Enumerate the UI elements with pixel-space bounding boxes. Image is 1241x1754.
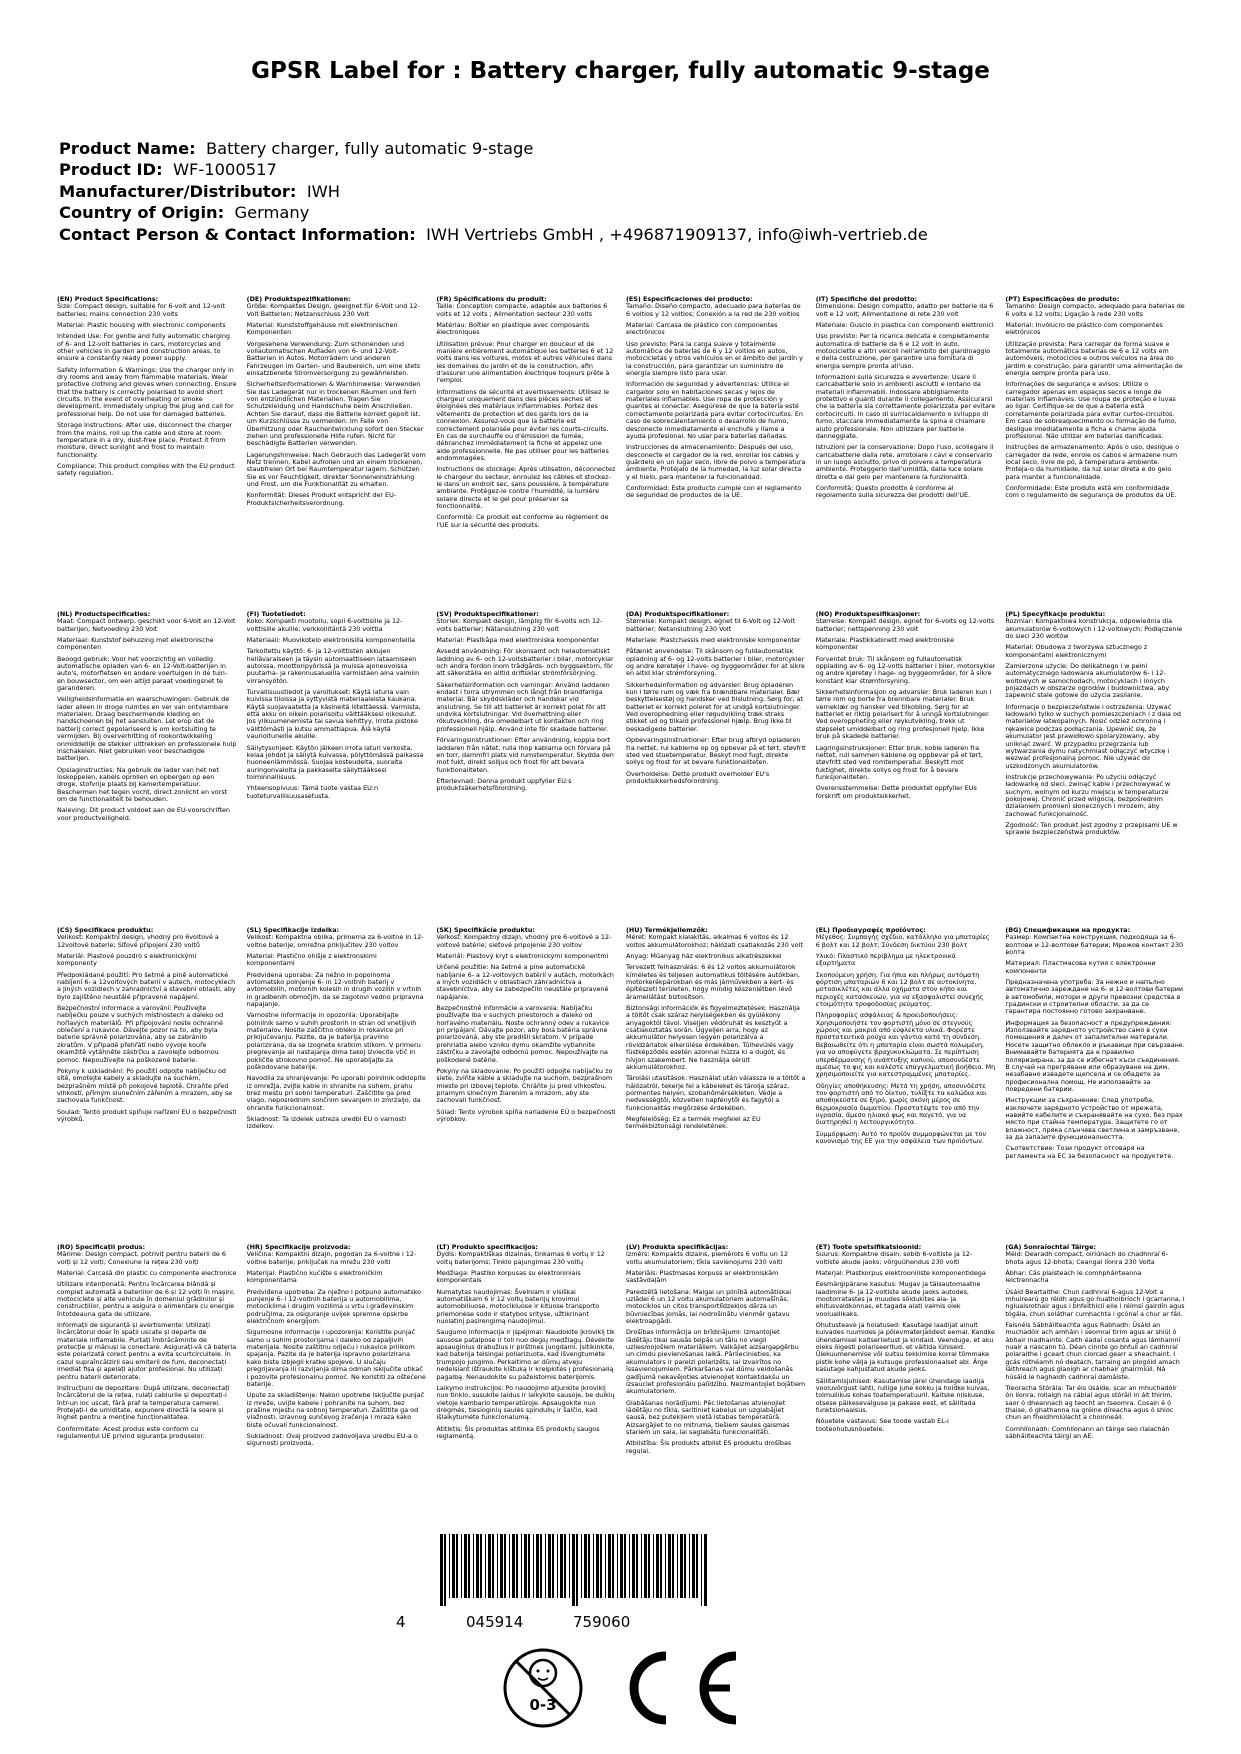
language-block-paragraph: Utilização prevista: Para carregar de forma suave e totalmente automática baterias de 6 e 12 volts em automóveis, motociclos e outros veículos na área do jardim e construção, para garantir uma alimentação de energia sempre pronta para uso. <box>1005 339 1183 378</box>
language-block-paragraph: Efterlevnad: Denna produkt uppfyller EU:s produktsäkerhetsförordning. <box>436 776 572 793</box>
language-block-paragraph: Conformidade: Este produto está em conformidade com o regulamento de segurança de produtos da UE. <box>1005 483 1177 500</box>
language-block-paragraph: Naleving: Dit product voldoet aan de EU-voorschriften voor productveiligheid. <box>57 806 230 822</box>
language-block-paragraph: Faisnéis Sábháilteachta agus Rabhadh: Úsáid an muchadóir ach amháin i seomraí tirim agus ar shiúl ó ábhair inadhainte. Caith éadaí cosanta agus lámhainní nuair a nascann tú. Déan cinnte go bhfuil an cadhnraí polaraithe i gceart chun ciorcad gearr a sheachaint. I gcás róthéamh nó deatach, tarraing an plogóid amach láithreach agus glaoigh ar chabhair ghairmiúil. Ná húsáid le haghaidh cadhnraí damáiste. <box>1005 1321 1181 1381</box>
barcode-bar <box>624 1534 626 1598</box>
language-block <box>626 1244 806 1459</box>
language-block-paragraph: Overensstemmelse: Dette produktet oppfyller EUs forskrift om produktsikkerhet. <box>815 784 977 800</box>
barcode-bar <box>660 1534 662 1598</box>
barcode-bar <box>644 1534 647 1598</box>
language-block-heading: (NL) Productspecificaties: <box>57 611 151 618</box>
language-block-paragraph: Material: Carcasa de plástico con componentes electrónicos <box>626 321 778 337</box>
language-block-paragraph: Material: Invólucro de plástico com componentes eletrónicos <box>1005 321 1163 337</box>
barcode-bar <box>641 1534 642 1598</box>
language-block-paragraph: Beoogd gebruik: Voor het voorzichtig en volledig automatische opladen van 6- en 12-Volt-batterijen in auto's, motorfietsen en andere voertuigen in de tuin- en bouwsector, om een altijd paraat voedingsnet te garanderen. <box>57 654 228 693</box>
barcode-bar <box>576 1534 578 1606</box>
language-block <box>626 611 806 841</box>
language-block-paragraph: Tamaño: Diseño compacto, adecuado para baterías de 6 voltios y 12 voltios; Conexión a la red de 230 voltios <box>626 302 801 318</box>
language-block-paragraph: Bezpečnostné informácie a varovania: Nabíjačku používajte iba v suchých priestoroch a ďaleko od horľavého materiálu. Noste ochranný odev a rukavice pri pripájaní. Dávajte pozor, aby bola batéria správne polarizovaná, aby ste predišli skratom. V prípade prehriatia alebo vzniku dymu okamžite vytiahnite zástrčku a zavolajte odbornú pomoc. Nepoužívajte na poškodené batérie. <box>436 1004 609 1064</box>
barcode-bar <box>552 1534 554 1598</box>
language-block <box>57 1244 237 1459</box>
language-block <box>436 927 616 1164</box>
language-block <box>57 296 237 533</box>
language-row <box>57 611 1185 841</box>
language-block-paragraph: Pokyny na skladovanie: Po použití odpojte nabíjačku zo siete, zviňte káble a skladujte na suchom, bezprašnom mieste pri izbovej teplote. Chráňte ju pred vlhkosťou, priamym slnečným žiarením a mrazom, aby ste zachovali funkčnosť. <box>436 1066 613 1105</box>
language-block-paragraph: Drošības informācija un brīdinājumi: Izmantojiet lādētāju tikai sausās telpās un tālu no viegli uzliesmojošiem materiāliem. Valkājiet aizsargapģērbu un cimdu pievienošanas laikā. Pārliecinieties, ka akumulators ir pareizi polarizēts, lai izvairītos no īssavienojumiem. Pārkaršanas vai dūmu veidošanās gadījumā nekavējoties atvienojiet kontaktdakšu un izsauciet profesionālu palīdzību. Neizmantojiet bojātiem akumulatoriem. <box>626 1328 806 1396</box>
barcode-bar <box>701 1534 702 1606</box>
barcode-bar <box>452 1534 455 1598</box>
compliance-icons <box>500 1628 750 1738</box>
language-block-paragraph: Material: Carcasă din plastic cu componente electronice <box>57 1269 237 1278</box>
barcode <box>440 1534 708 1606</box>
barcode-bar <box>540 1534 542 1598</box>
language-block-paragraph: Pokyny k uskladnění: Po použití odpojte nabíječku od sítě, omotejte kabely a skladujte na suchém, bezprašném místě při pokojové teplotě. Chraňte před vlhkostí, přímým slunečním zářením a mrazem, aby se zachovala funkčnost. <box>57 1066 233 1105</box>
not-suitable-for-children-0-3-icon <box>505 1650 581 1726</box>
language-block-paragraph: Instrukcje przechowywania: Po użyciu odłączyć ładowarkę od sieci, zwinąć kable i przechowywać w suchym, wolnym od kurzu miejscu w temperaturze pokojowej. Chronić przed wilgocią, bezpośrednim działaniem promieni słonecznych i mrozem, aby zachować funkcjonalność. <box>1005 772 1171 818</box>
language-block-heading: (ES) Especificaciones del producto: <box>626 296 753 303</box>
language-block-paragraph: Turvallisuustiedot ja varoitukset: Käytä laturia vain kuivissa tiloissa ja syttyvistä materiaaleista kaukana. Käytä suojavaatetta ja käsineitä liitettäessä. Varmista, että akku on oikein polarisoitu välttääksesi oikosulut. Jos ylikuumenemista tai savua kehittyy, irrota pistoke välittömästi ja kutsu ammattiapua. Älä käytä vaurioituneille akuille. <box>246 688 421 741</box>
language-block-paragraph: Tarkoitettu käyttö: 6- ja 12-volttisten akkujen hellävaraiseen ja täysin automaattiseen lataamiseen autoissa, moottoripyörissä ja muissa ajoneuvoissa puutarha- ja rakennusalueilla varmistaen aina valmiin virransyötön. <box>246 647 420 685</box>
barcode-digits-left: 4 <box>396 1613 406 1631</box>
language-block-paragraph: Lagerungshinweise: Nach Gebrauch das Ladegerät vom Netz trennen, Kabel aufrollen und an einem trockenen, staubfreien Ort bei Raumtemperatur lagern. Schützen Sie es vor Feuchtigkeit, direkter Sonneneinstrahlung und Frost, um die Funktionalität zu erhalten. <box>246 450 426 488</box>
language-block-paragraph: Informações de segurança e avisos: Utilize o carregador apenas em espaços secos e longe de materiais inflamáveis. Use roupa de proteção e luvas ao ligar. Certifique-se de que a bateria está corretamente polarizada para evitar curtos-circuitos. Em caso de sobreaquecimento ou formação de fumo, desligue imediatamente a ficha e chame ajuda profissional. Não utilizar em baterias danificadas. <box>1005 380 1177 440</box>
barcode-bar <box>536 1534 539 1598</box>
language-block-paragraph: Maat: Compact ontwerp, geschikt voor 6-Volt en 12-Volt batterijen; Netvoeding 230 Volt <box>57 617 236 633</box>
language-block-paragraph: Material: Plastično ohišje z elektronskimi komponentami <box>246 952 377 968</box>
language-block-heading: (FR) Spécifications du produit: <box>436 296 547 303</box>
barcode-bar <box>665 1534 666 1598</box>
language-block <box>1005 1244 1185 1459</box>
language-block-heading: (LT) Produkto specifikacijos: <box>436 1244 538 1251</box>
language-block-paragraph: Съответствие: Този продукт отговаря на регламента на ЕС за безопасност на продуктите. <box>1005 1144 1174 1160</box>
language-block-paragraph: Taille: Conception compacte, adaptée aux batteries 6 volts et 12 volts ; Alimentation secteur 230 volts <box>436 302 608 318</box>
barcode-bar <box>564 1534 566 1598</box>
barcode-bar <box>533 1534 534 1598</box>
barcode-bar <box>521 1534 522 1598</box>
barcode-bar <box>572 1534 575 1606</box>
language-block-paragraph: Overholdelse: Dette produkt overholder EU's produktsikkerhedsforordning. <box>626 769 770 785</box>
language-block-paragraph: Información de seguridad y advertencias: Utilice el cargador solo en habitaciones secas y lejos de materiales inflamables. Use ropa de protección y guantes al conectar. Asegúrese de que la batería esté correctamente polarizada para evitar cortocircuitos. En caso de sobrecalentamiento o desarrollo de humo, desconecte inmediatamente el enchufe y llame a ayuda profesional. No usar para baterías dañadas. <box>626 380 803 440</box>
barcode-bar <box>584 1534 587 1598</box>
info-row-product-name: Product Name: Battery charger, fully automatic 9-stage <box>59 139 534 158</box>
barcode-bar <box>600 1534 602 1598</box>
language-block-paragraph: Veličina: Kompaktni dizajn, pogodan za 6-voltne i 12-voltne baterije; priključak na mrežu 230 volti <box>246 1250 417 1266</box>
language-block <box>1005 611 1185 841</box>
language-block-paragraph: Uso previsto: Para la carga suave y totalmente automática de baterías de 6 y 12 voltios en autos, motocicletas y otros vehículos en el ámbito del jardín y la construcción, para garantizar un suministro de energía siempre listo para usar. <box>626 339 803 378</box>
language-block-paragraph: Skladnost: Ta izdelek ustreza uredbi EU o varnosti izdelkov. <box>246 1114 406 1131</box>
barcode-bar <box>449 1534 450 1598</box>
language-block-paragraph: Avsedd användning: För skonsamt och helautomatiskt laddning av 6- och 12-voltsbatterier i bilar, motorcyklar och andra fordon inom trädgårds- och byggsektorn, för att säkerställa en alltid driftsklar strömförsörjning. <box>436 647 614 678</box>
language-block-paragraph: Σκοπούμενη χρήση: Για ήπια και πλήρως αυτόματη φόρτιση μπαταριών 6 και 12 βολτ σε αυτοκίνητα, μοτοσικλέτες και άλλα οχήματα στον κήπο και περιοχές κατασκευών, για να εξασφαλιστεί συνεχής ετοιμότητα τροφοδοσίας ρεύματος. <box>815 970 984 1009</box>
language-block-paragraph: Materiale: Plastikkabinett med elektroniske komponenter <box>815 636 955 652</box>
language-block-paragraph: Συμμόρφωση: Αυτό το προϊόν συμμορφώνεται με τον κανονισμό της ΕΕ για την ασφάλεια των προϊόντων. <box>815 1129 987 1145</box>
ce-mark-icon <box>634 1656 736 1720</box>
language-block-paragraph: Anyag: Műanyag ház elektronikus alkatrészekkel <box>626 952 782 961</box>
language-block-heading: (CS) Specifikace produktu: <box>57 927 154 934</box>
language-block-heading: (SK) Špecifikácie produktu: <box>436 927 535 934</box>
language-block-paragraph: Instrucciones de almacenamiento: Después del uso, desconecte el cargador de la red, enrollar los cables y guárdelo en un lugar seco, libre de polvo a temperatura ambiente. Protéjalo de la humedad, la luz solar directa y el hielo, para mantener la funcionalidad. <box>626 443 806 481</box>
language-block-paragraph: Tervezett felhasználás: 6 és 12 voltos akkumulátorok kíméletes és teljesen automatikus töltésére autókban, motorkerékpárokban és más járművekben a kert- és építészeti területen, hogy mindig készenlétben lévő áramellátást biztosítson. <box>626 963 800 1001</box>
language-block <box>816 927 996 1164</box>
barcode-bar <box>524 1534 527 1598</box>
language-block-paragraph: Numatytas naudojimas: Švelniam ir visiškai automatiškam 6 ir 12 voltų baterijų krovimui automobiliuose, motocikluose ir kituose transporto priemonėse sodo ir statybos srityse, užtikrinant nuolatinį pasirengimą naudojimui. <box>436 1287 600 1326</box>
language-block-paragraph: Conformité: Ce produit est conforme au règlement de l'UE sur la sécurité des produits. <box>436 513 609 529</box>
language-block-paragraph: Materiāls: Plastmasas korpuss ar elektroniskām sastāvdaļām <box>626 1269 779 1285</box>
language-block-paragraph: Intended Use: For gentle and fully automatic charging of 6- and 12-volt batteries in cars, motorcycles and other vehicles in garden and construction areas, to ensure a constantly ready power supply. <box>57 332 230 363</box>
language-block <box>626 927 806 1164</box>
barcode-bar <box>504 1534 506 1598</box>
barcode-bar <box>476 1534 479 1598</box>
language-block-paragraph: Bezpečnostní informace a varování: Používejte nabíječku pouze v suchých místnostech a daleko od hořlavých materiálů. Při připojování noste ochranné oblečení a rukavice. Dávejte pozor na to, aby byla baterie správně polarizována, aby se zabránilo zkratům. V případě přehřátí nebo vývoje kouře okamžitě vytáhněte zástrčku a zavolejte odbornou pomoc. Nepoužívejte na poškozené baterie. <box>57 1004 224 1064</box>
language-block-paragraph: Lagringsinstruksjoner: Etter bruk, koble laderen fra nettet, rull sammen kablene og oppbevar på et tørt, støvfritt sted ved romtemperatur. Beskytt mot fuktighet, direkte sollys og frost for å bevare funksjonaliteten. <box>815 743 983 781</box>
language-block-paragraph: Navodila za shranjevanje: Po uporabi polnilnik odklopite iz omrežja, zvijte kable in shranite na suhem, prahu brez mestu pri sobni temperaturi. Zaščitite ga pred vlago, neposrednim sončnim sevanjem in zmrzaljo, da ohranite funkcionalnost. <box>246 1074 426 1112</box>
barcode-bar <box>461 1534 462 1598</box>
language-block <box>816 296 996 533</box>
language-block-paragraph: Sicherheitsinformationen & Warnhinweise: Verwenden Sie das Ladegerät nur in trockenen Räumen und fern von entzündlichen Materialien. Tragen Sie Schutzkleidung und Handschuhe beim Anschließen. Achten Sie darauf, dass die Batterie korrekt gepolt ist, um Kurzschlüsse zu vermeiden. Im Falle von Überhitzung oder Rauchentwicklung sofort den Stecker ziehen und professionelle Hilfe rufen. Nicht für beschädigte Batterien verwenden. <box>246 380 424 448</box>
language-block-paragraph: Megfelelőség: Ez a termék megfelel az EU termékbiztonsági rendeletének. <box>626 1114 761 1131</box>
language-block-paragraph: Dydis: Kompaktiškas dizainas, tinkamas 6 voltų ir 12 voltų baterijoms; Tinklo pajungimas 230 voltų <box>436 1250 605 1266</box>
language-block-paragraph: Opslaginstructies: Na gebruik de lader van het net loskoppelen, kabels oprollen en opbergen op een droge, stofvrije plaats bij kamertemperatuur. Beschermen het tegen vocht, direct zonlicht en vorst om de functionaliteit te behouden. <box>57 765 228 803</box>
language-block-paragraph: Upute za skladištenje: Nakon upotrebe isključite punjač iz mreže, uvijte kabele i pohranite na suhom, bez prašine mjestu na sobnoj temperaturi. Zaštitite ga od vlažnosti, izravnog sunčevog zračenja i mraza kako biste očuvali funkcionalnost. <box>246 1391 425 1429</box>
language-block-heading: (GA) Sonraíochtaí Táirge: <box>1005 1244 1096 1251</box>
language-block-paragraph: Nõuetele vastavus: See toode vastab EL-i tooteohutusnõuetele. <box>815 1417 949 1433</box>
barcode-bar <box>656 1534 659 1598</box>
language-block-paragraph: Størrelse: Kompakt design, egnet for 6-volts og 12-volts batterier; nettspenning 230 volt <box>815 617 995 633</box>
barcode-bar <box>680 1534 683 1598</box>
barcode-bar <box>468 1534 470 1598</box>
language-block-paragraph: Material: Plastic housing with electronic components <box>57 321 226 330</box>
barcode-bar <box>588 1534 590 1598</box>
language-block-heading: (NO) Produktspesifikasjoner: <box>815 611 921 618</box>
language-block-paragraph: Velikost: Kompaktní design, vhodný pro 6voltové a 12voltové baterie; Síťové připojení 230 voltů <box>57 933 219 949</box>
language-block-heading: (SL) Specifikacije izdelka: <box>246 927 340 934</box>
language-block-paragraph: Istruzioni per la conservazione: Dopo l'uso, scollegare il caricabatterie dalla rete, arrotolare i cavi e conservarlo in un luogo asciutto, privo di polvere a temperatura ambiente. Proteggerlo dall'umidità, dalla luce solare diretta e dal gelo per mantenere la funzionalità. <box>815 443 994 481</box>
language-block-paragraph: Conformità: Questo prodotto è conforme al regolamento sulla sicurezza dei prodotti dell'UE. <box>815 483 971 500</box>
language-block-paragraph: Předpokládané použití: Pro šetrné a plně automatické nabíjení 6- a 12voltových baterií v autech, motocyklech a jiných vozidlech v zahradnictví a stavební oblasti, aby bylo zajištěno neustálé připravené napájení. <box>57 970 236 1001</box>
language-block-paragraph: Storage Instructions: After use, disconnect the charger from the mains, roll up the cable and store at room temperature in a dry, dust-free place. Protect it from moisture, direct sunlight and frost to maintain functionality. <box>57 421 233 459</box>
language-block-paragraph: Informazioni sulla sicurezza e avvertenze: Usare il caricabatterie solo in ambienti asciutti e lontano da materiali infiammabili. Indossare abbigliamento protettivo e guanti durante il collegamento. Assicurarsi che la batteria sia correttamente polarizzata per evitare cortocircuiti. In caso di surriscaldamento o sviluppo di fumo, staccare immediatamente la spina e chiamare aiuto professionale. Non utilizzare per batterie danneggiate. <box>815 373 996 440</box>
language-row <box>57 927 1185 1164</box>
barcode-bar <box>692 1534 695 1598</box>
language-block-paragraph: Treoracha Stórála: Tar éis úsáide, scar an mhuchadóir ón líonra, rollaigh na cáblaí agus stóráil in áit thirim, saor ó dheannach ag teocht an tseomra. Cosain é ó thaise, ó ghathanna na gréine díreacha agus ó shioc chun an fheidhmiúlacht a choinneáil. <box>1005 1383 1177 1422</box>
barcode-bar <box>612 1534 614 1598</box>
language-block-paragraph: Konformität: Dieses Produkt entspricht der EU-Produktsicherheitsverordnung. <box>246 491 397 507</box>
barcode-bar <box>512 1534 515 1598</box>
language-block <box>436 1244 616 1459</box>
language-block-paragraph: Zgodność: Ten produkt jest zgodny z przepisami UE w sprawie bezpieczeństwa produktów. <box>1005 820 1178 837</box>
language-block-paragraph: Suurus: Kompaktne disain, sobib 6-voltiste ja 12-voltiste akude jaoks; võrguühendus 230 volti <box>815 1250 973 1266</box>
language-block-paragraph: Предназначена употреба: За нежно и напълно автоматично зареждане на 6- и 12-волтови батерии в автомобили, мотори и други превозни средства в градински и строителни области, за да се гарантира постоянно готово захранване. <box>1005 978 1184 1016</box>
barcode-bar <box>509 1534 510 1598</box>
language-block-paragraph: Comhlíonadh: Comhlíonann an táirge seo rialachán sábháilteachta táirgí an AE. <box>1005 1424 1170 1440</box>
language-block-heading: (ET) Toote spetsifikatsioonid: <box>815 1244 922 1251</box>
language-block-paragraph: Mărime: Design compact, potrivit pentru baterii de 6 volți și 12 volți; Conexiune la rețea 230 volți <box>57 1250 226 1266</box>
language-block-paragraph: Predviđena upotreba: Za nježno i potpuno automatsko punjenje 6- i 12-voltnih baterija u automobilima, motociklima i drugim vozilima u vrtu i građevinskim područjima, za osiguranje uvijek spremne opskrbe električnom energijom. <box>246 1287 422 1326</box>
language-block-heading: (LV) Produkta specifikācijas: <box>626 1244 729 1251</box>
language-block-heading: (IT) Specifiche del prodotto: <box>815 296 918 303</box>
language-block-paragraph: Förvaringsinstruktioner: Efter användning, koppla bort laddaren från nätet, rulla ihop kablarna och förvara på en torr, dammfri plats vid rumstemperatur. Skydda den mot fukt, direkt solljus och frost för att bevara funktionaliteten. <box>436 736 614 774</box>
language-block-paragraph: Uso previsto: Per la ricarica delicata e completamente automatica di batterie da 6 e 12 volt in auto, motociclette e altri veicoli nell'ambito del giardinaggio e della costruzione, per garantire una fornitura di energia sempre pronta all'uso. <box>815 332 991 370</box>
barcode-bar <box>560 1534 563 1598</box>
language-block <box>57 927 237 1164</box>
language-block-paragraph: Safety Information & Warnings: Use the charger only in dry rooms and away from flammable materials. Wear protective clothing and gloves when connecting. Ensure that the battery is correctly polarised to avoid short circuits. In the event of overheating or smoke development, immediately unplug the plug and call for professional help. Do not use for damaged batteries. <box>57 365 237 418</box>
age-range-label: 0-3 <box>529 1696 557 1714</box>
language-block-paragraph: Utilizare intenționată: Pentru încărcarea blândă și complet automată a bateriilor de 6 și 12 volți în mașini, motociclete și alte vehicule în domeniul grădinilor și construcțiilor, pentru a asigura o alimentare cu energie întotdeauna gata de utilizare. <box>57 1280 235 1318</box>
barcode-bar <box>444 1534 446 1606</box>
product-info <box>59 138 1189 245</box>
barcode-bar <box>557 1534 558 1598</box>
language-block-heading: (SV) Produktspecifikationer: <box>436 611 539 618</box>
language-block-paragraph: Matériau: Boîtier en plastique avec composants électroniques <box>436 321 590 337</box>
language-block-paragraph: Sikkerhedsinformation og advarsler: Brug opladeren kun i tørre rum og væk fra brændbare materialer. Bær beskyttelsestøj og handsker ved tilslutning. Sørg for, at batteriet er korrekt poleret for at undgå kortslutninger. Ved overophedning eller røgudvikling træk straks stikket ud og tilkald professionel hjælp. Brug ikke til beskadigede batterier. <box>626 680 803 733</box>
language-block-paragraph: Υλικό: Πλαστικό περίβλημα με ηλεκτρονικά εξαρτήματα <box>815 952 956 968</box>
barcode-bar <box>545 1534 546 1598</box>
language-block-paragraph: Instrucțiuni de depozitare: După utilizare, deconectați încărcătorul de la rețea, rulați cablurile și depozitați-l într-un loc uscat, fără praf la temperatura camerei. Protejați-l de umiditate, expunere directă la soare și înghet pentru a menține funcționalitatea. <box>57 1383 230 1422</box>
language-block-heading: (HR) Specifikacije proizvoda: <box>246 1244 351 1251</box>
info-row-manufacturer: Manufacturer/Distributor: IWH <box>59 181 340 201</box>
language-block-paragraph: Atbilstība: Šis produkts atbilst ES produktu drošības regulai. <box>626 1439 792 1455</box>
language-block-paragraph: Zamierzone użycie: Do delikatnego i w pełni automatycznego ładowania akumulatorów 6- i 12-woltowych w samochodach, motocyklach i innych pojazdach w obszarze ogrodów i budownictwa, aby zapewnić stale gotowe do użycia zasilanie. <box>1005 662 1170 700</box>
barcode-bar <box>492 1534 494 1598</box>
language-block-paragraph: Materiál: Plastový kryt s elektronickými komponentmi <box>436 952 609 961</box>
language-block-paragraph: Méid: Dearadh compact, oiriúnach do chadhnraí 6-bhota agus 12-bhota; Ceangal líonra 230 Volta <box>1005 1250 1169 1266</box>
language-block-paragraph: Materiale: Plastchassis med elektroniske komponenter <box>626 636 801 645</box>
language-block <box>626 296 806 533</box>
language-block <box>247 927 427 1164</box>
language-block <box>247 1244 427 1459</box>
language-block-heading: (DE) Produktspezifikationen: <box>246 296 351 303</box>
language-block-paragraph: Μέγεθος: Συμπαγής σχέδιο, κατάλληλο για μπαταρίες 6 βολτ και 12 βολτ; Σύνδεση δικτύου 230 βολτ <box>815 933 990 949</box>
barcode-bar <box>672 1534 674 1598</box>
language-block-heading: (PL) Specyfikacje produktu: <box>1005 611 1106 618</box>
barcode-bar <box>581 1534 582 1598</box>
page-title: GPSR Label for : Battery charger, fully automatic 9-stage <box>251 58 990 84</box>
language-block <box>1005 927 1185 1164</box>
language-block-paragraph: Materiaali: Muovikotelo elektronisilla komponenteilla <box>246 636 416 645</box>
language-block-paragraph: Koko: Kompakti muotoilu, sopii 6-volttisille ja 12-volttisille akuille; verkkoliitäntä 230 volttia <box>246 617 403 633</box>
language-block-paragraph: Informații de siguranță și avertismente: Utilizați încărcătorul doar în spații uscate și departe de materiale inflamabile. Purtați îmbrăcăminte de protecție și mănuși la conectare. Asigurați-vă că bateria este polarizată corect pentru a evita scurtcircuitele. În cazul supraîncălzirii sau emiterii de fum, deconectați imediat fișa și apelați ajutor profesional. Nu utilizați pentru baterii deteriorate. <box>57 1321 237 1381</box>
language-block-paragraph: Eesmärgipärane kasutus: Mugav ja täisautomaatne laadimine 6- ja 12-voltiste akude jaoks autodes, mootorratastes ja muudes sõidukites aia- ja ehitusvaldkonnas, et tagada alati valmis olek vooluallikaks. <box>815 1280 981 1318</box>
language-block <box>247 296 427 533</box>
language-block-paragraph: Materiál: Plastové pouzdro s elektronickými komponenty <box>57 952 197 968</box>
language-block-paragraph: Určené použitie: Na šetrné a plne automatické nabíjanie 6- a 12-voltových batérií v autách, motorkách a iných vozidlách v oblastiach záhradníctva a stavebníctva, aby sa zabezpečilo neustále pripravené napájanie. <box>436 963 614 1001</box>
barcode-bar <box>488 1534 491 1598</box>
language-block-paragraph: Materiale: Guscio in plastica con componenti elettronici <box>815 321 994 330</box>
barcode-bar <box>704 1534 707 1606</box>
barcode-bar <box>653 1534 654 1598</box>
barcode-bar <box>485 1534 486 1598</box>
language-block-paragraph: Utilisation prévue: Pour charger en douceur et de manière entièrement automatique les batteries 6 et 12 volts dans les voitures, motos et autres véhicules dans les domaines du jardin et de la construction, afin d'assurer une alimentation électrique toujours prête à l'emploi. <box>436 339 614 385</box>
language-block-paragraph: Vorgesehene Verwendung: Zum schonenden und vollautomatischen Aufladen von 6- und 12-Volt-Batterien in Autos, Motorrädern und anderen Fahrzeugen im Garten- und Baubereich, um eine stets einsatzbereite Stromversorgung zu gewährleisten. <box>246 339 421 378</box>
barcode-digits-mid: 045914 <box>466 1613 524 1631</box>
info-row-country: Country of Origin: Germany <box>59 203 310 223</box>
language-block-heading: (EL) Προδιαγραφές προϊόντος: <box>815 927 926 934</box>
language-block-paragraph: Ábhar: Cás plaisteach le comhpháirteanna leictreonacha <box>1005 1269 1142 1285</box>
barcode-bar <box>620 1534 623 1598</box>
language-block-paragraph: Säkerhetsinformation och varningar: Använd laddaren endast i torra utrymmen och långt från brandfarliga material. Bär skyddskläder och handskar vid anslutning. Se till att batteriet är korrekt polat för att undvika kortslutningar. Vid överhettning eller rökutveckling, dra omedelbart ut kontakten och ring professionell hjälp. Använd inte för skadade batterier. <box>436 680 610 733</box>
language-block-paragraph: Laikymo instrukcijos: Po naudojimo atjunkite įkroviklį nuo tinklo, susukite laidus ir laikykite sausoje, be dulkių vietoje kambario temperatūroje. Apsaugokite nuo drėgmės, tiesioginių saulės spindulių ir šalčio, kad išlaikytumėte funkcionalumą. <box>436 1383 615 1422</box>
language-block-paragraph: Tamanho: Design compacto, adequado para baterias de 6 volts e 12 volts; Ligação à rede 230 volts <box>1005 302 1185 318</box>
language-block-paragraph: Yhteensopivuus: Tämä tuote vastaa EU:n tuoteturvallisuusasetusta. <box>246 784 379 800</box>
language-row <box>57 1244 1185 1459</box>
language-block-paragraph: Forventet bruk: Til skånsom og fullautomatisk opplading av 6- og 12-volts batterier i biler, motorsykler og andre kjøretøy i hage- og byggeområder, for å sikre konstant klar strømforsyning. <box>815 654 996 685</box>
language-block-paragraph: Sigurnosne informacije i upozorenja: Koristite punjač samo u suhim prostorijama i daleko od zapaljivih materijala. Nosite zaštitnu odjeću i rukavice prilikom spajanja. Pazite da je baterija ispravno polarizirana kako biste izbjegli kratke spojeve. U slučaju pregrijavanja ili razvijanja dima odmah isključite utikač i pozovite profesionalnu pomoć. Ne koristiti za oštećene baterije. <box>246 1328 426 1388</box>
language-block-paragraph: Größe: Kompaktes Design, geeignet für 6-Volt und 12-Volt Batterien; Netzanschluss 230 Volt <box>246 302 420 318</box>
barcode-bar <box>617 1534 618 1598</box>
barcode-bar <box>440 1534 443 1606</box>
language-block-paragraph: Informacje o bezpieczeństwie i ostrzeżenia: Używać ładowarki tylko w suchych pomieszczeniach i z dala od materiałów łatwopalnych. Nosić odzież ochronną i rękawice podczas podłączania. Upewnić się, że akumulator jest prawidłowo spolaryzowany, aby uniknąć zwarć. W przypadku przegrzania lub wytwarzania dymu natychmiast odłączyć wtyczkę i wezwać profesjonalną pomoc. Nie używać do uszkodzonych akumulatorów. <box>1005 702 1181 770</box>
language-block-paragraph: Storlek: Kompakt design, lämplig för 6-volts och 12-volts batterier; Nätanslutning 230 volt <box>436 617 603 633</box>
language-block-paragraph: Dimensione: Design compatto, adatto per batterie da 6 volt e 12 volt; Alimentazione di rete 230 volt <box>815 302 994 318</box>
barcode-bar <box>684 1534 686 1598</box>
language-block-paragraph: Izmērs: Kompakts dizains, piemērots 6 voltu un 12 voltu akumulatoriem; tīkla savienojums 230 volti <box>626 1250 789 1266</box>
language-block-paragraph: Instructions de stockage: Après utilisation, déconnectez le chargeur du secteur, enroulez les câbles et stockez-le dans un endroit sec, sans poussière, à température ambiante. Protégez-le contre l'humidité, la lumière solaire directe et le gel pour préserver sa fonctionnalité. <box>436 465 616 510</box>
barcode-bar <box>464 1534 467 1598</box>
language-block-paragraph: Glabāšanas norādījumi: Pēc lietošanas atvienojiet lādētāju no tīkla, saritiniet kabeļus un uzglabājiet sausā, bez putekļiem vietā istabas temperatūrā. Aizsargājiet to no mitruma, tiešiem saules gaismas stariem un sala, lai saglabātu funkcionalitāti. <box>626 1398 790 1436</box>
language-block-paragraph: Materijal: Plastično kućište s elektroničkim komponentama <box>246 1269 383 1285</box>
language-block-paragraph: Veiligheidsinformatie en waarschuwingen: Gebruik de lader alleen in droge ruimtes en ver van ontvlambare materialen. Draag beschermende kleding en handschoenen bij het aansluiten. Let erop dat de batterij correct gepolariseerd is om kortsluiting te vermijden. Bij oververhitting of rookontwikkeling onmiddellijk de stekker uittrekken en professionele hulp inschakelen. Niet gebruiken voor beschadigde batterijen. <box>57 695 237 763</box>
language-block-paragraph: Velikost: Kompaktna oblika, primerna za 6-voltne in 12-voltne baterije; omrežna priključitev 230 voltov <box>246 933 424 949</box>
language-block-paragraph: Ohutusteave ja hoiatused: Kasutage laadijat ainult kuivades ruumides ja põlevmaterjalidest eemal. Kandke ühendamisel kaitseriietust ja kindaid. Veenduge, et aku oleks õigesti polariseeritud, et vältida lühiseid. Ülekuumenemise või suitsu tekkimise korral tõmmake pistik kohe välja ja kutsuge professionaalset abi. Ärge kasutage kahjustatud akude jaoks. <box>815 1321 995 1374</box>
language-block <box>1005 296 1185 533</box>
barcode-bar <box>668 1534 671 1598</box>
language-block-paragraph: Predvidena uporaba: Za nežno in popolnoma avtomatsko polnjenje 6- in 12-voltnih baterij v avtomobilih, motornih kolesih in drugih vozilih v vrtnih in gradbenih območjih, da se zagotovi vedno pripravna napajanje. <box>246 970 424 1009</box>
language-block-paragraph: Säilitamisjuhised: Kasutamise järel ühendage laadija vooluvõrgust lahti, rullige juhe kokku ja hoidke kuivas, tolmuliikus kohas toatemperatuuril. Kaitske niiskuse, otsese päikesevalguse ja pakase eest, et säilitada funktsionaalsus. <box>815 1376 990 1414</box>
barcode-bar <box>677 1534 678 1598</box>
language-block-paragraph: Veľkosť: Kompaktný dizajn, vhodný pre 6-voltové a 12-voltové batérie; sieťové pripojenie 230 voltov <box>436 933 612 949</box>
language-block-heading: (FI) Tuotetiedot: <box>246 611 306 618</box>
language-block-paragraph: Biztonsági információk és figyelmeztetések: Használja a töltőt csak száraz helyiségekben és gyúlékony anyagoktól távol. Viseljen védőruhát és kesztyűt a csatlakoztatás során. Ügyeljen arra, hogy az akkumulátor helyesen legyen polarizálva a rövidzárlatok elkerülése érdekében. Túlhevülés vagy füstképződés esetén azonnal húzza ki a dugót, és hívjon szakembert. Ne használja sérült akkumulátorokhoz. <box>626 1004 800 1071</box>
language-block-paragraph: Material: Plastkåpa med elektroniska komponenter <box>436 636 600 645</box>
info-row-contact: Contact Person & Contact Information: IWH Vertriebs GmbH , +496871909137, info@iwh-vertrieb.de <box>59 224 928 244</box>
language-block-paragraph: Saugumo informacija ir įspėjimai: Naudokite įkroviklį tik sausose patalpose ir toli nuo degių medžiagų. Dėvėkite apsauginius drabužius ir pirštines jungdami. Įsitikinkite, kad baterija teisingai poliarizuota, kad išvengtumėte trumpojo jungimo. Perkaitimo ar dūmų atveju nedelsiant ištraukite kištuką ir kreipkitės į profesionalią pagalbą. Nenaudokite su pažeistomis baterijomis. <box>436 1328 615 1381</box>
language-block-paragraph: Materjal: Plastkorpus elektrooniliste komponentidega <box>815 1269 986 1278</box>
language-block-paragraph: Материал: Пластмасова кутия с електронни компоненти <box>1005 959 1156 975</box>
barcode-bar <box>632 1534 635 1598</box>
language-block-paragraph: Størrelse: Kompakt design, egnet til 6-Volt og 12-Volt batterier; Netanslutning 230 Volt <box>626 617 795 633</box>
info-row-product-id: Product ID: WF-1000517 <box>59 160 277 180</box>
barcode-bar <box>500 1534 503 1598</box>
language-block-heading: (RO) Specificații produs: <box>57 1244 146 1251</box>
barcode-bar <box>456 1534 458 1598</box>
language-block-paragraph: Informations de sécurité et avertissements: Utilisez le chargeur uniquement dans des pièces sèches et éloignées des matériaux inflammables. Portez des vêtements de protection et des gants lors de la connexion. Assurez-vous que la batterie est correctement polarisée pour éviter les courts-circuits. En cas de surchauffe ou d'émission de fumée, débranchez immédiatement la fiche et appelez une aide professionnelle. Ne pas utiliser pour les batteries endommagées. <box>436 387 610 462</box>
barcode-bar <box>569 1534 570 1598</box>
barcode-bar <box>689 1534 690 1598</box>
language-block-heading: (DA) Produktspecifikationer: <box>626 611 730 618</box>
language-block-paragraph: Opbevaringsinstruktioner: Efter brug afbryd opladeren fra nettet, rul kablerne op og opbevar på et tørt, støvfrit sted ved stuetemperatur. Beskyt mod fugt, direkte sollys og frost for at bevare funktionaliteten. <box>626 736 806 767</box>
barcode-bar <box>497 1534 498 1598</box>
language-block-paragraph: Säilytysohjeet: Käytön jälkeen irrota laturi verkosta, kelaa johdot ja säilytä kuivassa, pölyttömässä paikassa huoneenlämmössä. Suojaa kosteudelta, suoralta auringonvalolta ja pakkaselta säilyttääksesi toiminnallisuus. <box>246 743 424 781</box>
barcode-bar <box>636 1534 638 1598</box>
barcode-bar <box>629 1534 630 1598</box>
language-block-paragraph: Soulad: Tento produkt splňuje nařízení EU o bezpečnosti výrobků. <box>57 1107 237 1123</box>
barcode-bar <box>516 1534 518 1598</box>
barcode-bar <box>608 1534 611 1598</box>
language-block-heading: (PT) Especificações do produto: <box>1005 296 1120 303</box>
language-block-paragraph: Paredzētā lietošana: Maigai un pilnībā automātiskai uzlādei 6 un 12 voltu akumulatoriem automašīnās, motociklos un citos transportlīdzekļos dārza un būvniecības jomās, lai nodrošinātu vienmēr gatavu elektroapgādi. <box>626 1287 791 1326</box>
language-block-paragraph: Conformitate: Acest produs este conform cu regulamentul UE privind siguranța produselor. <box>57 1424 205 1440</box>
language-block-paragraph: Méret: Kompakt kialakítás, alkalmas 6 voltos és 12 voltos akkumulátorokhoz; hálózati csatlakozás 230 volt <box>626 933 803 949</box>
language-block-paragraph: Påtænkt anvendelse: Til skånsom og fuldautomatisk opladning af 6- og 12-volts batterier i biler, motorcykler og andre køretøjer i have- og byggeområder for at sikre en altid klar strømforsyning. <box>626 647 805 678</box>
language-block-paragraph: Conformidad: Este producto cumple con el reglamento de seguridad de productos de la UE. <box>626 483 802 500</box>
language-block-paragraph: Varnostne informacije in opozorila: Uporabljajte polnilnik samo v suhih prostorih in stran od vnetljivih materialov. Nosite zaščitno obleko in rokavice pri priključevanju. Pazite, da je baterija pravilno polarizirana, da se izognete kratkim stikom. V primeru pregrevanja ali nastajanja dima takoj izvlecite vtič in pokličite strokovno pomoč. Ne uporabljajte za poškodovane baterije. <box>246 1011 421 1071</box>
barcode-bar <box>473 1534 474 1598</box>
language-block <box>436 296 616 533</box>
language-block-paragraph: Πληροφορίες ασφάλειας & προειδοποιήσεις: Χρησιμοποιήστε τον φορτιστή μόνο σε στεγνούς χώρους και μακριά από εύφλεκτα υλικά. Φορέστε προστατευτικά ρούχα και γάντια κατά τη σύνδεση. Βεβαιωθείτε ότι η μπαταρία είναι σωστά πολωμένη, για να αποφύγετε βραχυκυκλώματα. Σε περίπτωση υπερθέρμανσης ή ανάπτυξης καπνού, αποσυνδέστε αμέσως το φις και καλέστε επαγγελματική βοήθεια. Μη χρησιμοποιείτε για κατεστραμμένες μπαταρίες. <box>815 1011 996 1079</box>
language-block-paragraph: Size: Compact design, suitable for 6-volt and 12-volt batteries; mains connection 230 volts <box>57 302 225 318</box>
language-block <box>247 611 427 841</box>
language-block-paragraph: Súlad: Tento výrobok spĺňa nariadenie EÚ o bezpečnosti výrobkov. <box>436 1107 616 1123</box>
barcode-digits-right: 759060 <box>573 1613 631 1631</box>
language-block-paragraph: Instruções de armazenamento: Após o uso, desligue o carregador da rede, enrole os cabos e armazene num local seco, livre de pó, à temperatura ambiente. Proteja-o da humidade, da luz solar direta e do gelo para manter a funcionalidade. <box>1005 443 1180 481</box>
language-block <box>816 611 996 841</box>
barcode-bar <box>648 1534 650 1598</box>
language-block-paragraph: Sikkerhetsinformasjon og advarsler: Bruk laderen kun i tørre rom og borte fra brennbare materialer. Bruk verneklær og hansker ved tilkobling. Sørg for at batteriet er riktig polarisert for å unngå kortslutninger. Ved overoppheting eller røykutvikling, trekk ut støpselet umiddelbart og ring profesjonell hjelp. Ikke bruk på skadede batterier. <box>815 688 992 741</box>
barcode-bar <box>696 1534 698 1598</box>
language-row <box>57 296 1185 533</box>
language-block-paragraph: Tárolási utasítások: Használat után válassza le a töltőt a hálózatról, tekerje fel a kábeleket és tárolja száraz, pormentes helyen, szobahőmérsékleten. Védje a nedvességtől, közvetlen napfénytől és fagytól a funkcionalitás megőrzése érdekében. <box>626 1074 806 1112</box>
language-block-paragraph: Compliance: This product complies with the EU product safety regulation. <box>57 461 235 478</box>
language-block-paragraph: Информация за безопасност и предупреждения: Използвайте зарядното устройство само в сухи помещения и далеч от запалителни материали. Носете защитно облекло и ръкавици при свързване. Внимавайте батерията да е правилно поляризирана, за да се избегнат къси съединения. В случай на прегряване или образуване на дим, незабавно извадете щепсела и се обадете за професионална помощ. Не използвайте за повредени батерии. <box>1005 1018 1185 1093</box>
language-block-paragraph: Rozmiar: Kompaktowa konstrukcja, odpowiednia dla akumulatorów 6-voltowych i 12-voltowych; Podłączenie do sieci 230 woltów <box>1005 617 1183 641</box>
language-block-paragraph: Materiaal: Kunststof behuizing met elektronische componenten <box>57 636 214 652</box>
language-block-paragraph: Sukladnost: Ovaj proizvod zadovoljava uredbu EU-a o sigurnosti proizvoda. <box>246 1431 418 1448</box>
language-block-paragraph: Úsáid Beartaithe: Chun cadhnraí 6-agus 12-Volt a mhuirearú go réidh agus go huathoibríoch i gcarranna, i ngluaisrothair agus i bhfeithiclí eile i réimsí gairdín agus tógála, chun soláthar cumhachta i gcónaí a chur ar fáil. <box>1005 1287 1185 1318</box>
language-block-paragraph: Materiał: Obudowa z tworzywa sztucznego z komponentami elektronicznymi <box>1005 643 1148 659</box>
language-block-heading: (EN) Product Specifications: <box>57 296 159 303</box>
barcode-bar <box>548 1534 551 1598</box>
language-block-paragraph: Atitiktis: Šis produktas atitinka ES produktų saugos reglamentą. <box>436 1424 600 1440</box>
language-block <box>436 611 616 841</box>
barcode-bar <box>528 1534 530 1598</box>
language-block <box>816 1244 996 1459</box>
language-block-paragraph: Инструкции за съхранение: След употреба, изключете зарядното устройство от мрежата, навийте кабелите и съхранявайте на сухо, без прах място при стайна температура. Защитете го от влажност, пряка слънчева светлина и замръзване, за да запазите функционалността. <box>1005 1096 1183 1141</box>
language-block-heading: (BG) Спецификации на продукта: <box>1005 927 1131 934</box>
language-block-paragraph: Material: Kunststoffgehäuse mit elektronischen Komponenten <box>246 321 398 337</box>
language-block-heading: (HU) Termékjellemzők: <box>626 927 708 934</box>
language-block-paragraph: Размер: Компактна конструкция, подходяща за 6-волтови и 12-волтови батерии; Мрежов контакт 230 волта <box>1005 933 1184 957</box>
language-block-paragraph: Οδηγίες αποθήκευσης: Μετά τη χρήση, αποσυνδέστε τον φορτιστή από το δίκτυο, τυλίξτε τα καλώδια και αποθηκεύστε σε ξηρό, χωρίς σκόνη μέρος σε θερμοκρασία δωματίου. Προστατέψτε τον από την υγρασία, άμεσο ηλιακό φως και παγετό, για να διατηρηθεί η λειτουργικότητα. <box>815 1081 987 1127</box>
barcode-bar <box>480 1534 482 1598</box>
language-block <box>57 611 237 841</box>
language-block-paragraph: Medžiaga: Plastiko korpusas su elektroniniais komponentais <box>436 1269 581 1285</box>
barcode-bar <box>596 1534 599 1598</box>
barcode-bar <box>593 1534 594 1598</box>
barcode-bar <box>605 1534 606 1598</box>
